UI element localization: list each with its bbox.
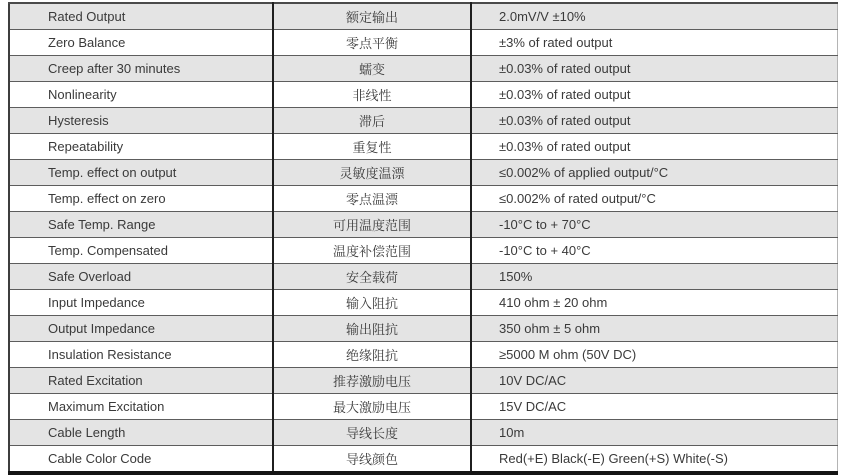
spec-name-en-cell: Nonlinearity bbox=[9, 82, 273, 108]
spec-name-zh-cell: 最大激励电压 bbox=[273, 394, 471, 420]
spec-name-zh-cell: 蠕变 bbox=[273, 56, 471, 82]
table-row bbox=[9, 394, 837, 420]
spec-name-zh-cell: 可用温度范围 bbox=[273, 212, 471, 238]
spec-value-cell: -10°C to + 40°C bbox=[471, 238, 837, 264]
spec-value-cell: 10V DC/AC bbox=[471, 368, 837, 394]
spec-value-cell: 15V DC/AC bbox=[471, 394, 837, 420]
spec-value-cell: -10°C to + 70°C bbox=[471, 212, 837, 238]
spec-name-en-cell: Temp. effect on output bbox=[9, 160, 273, 186]
spec-name-en-cell: Temp. effect on zero bbox=[9, 186, 273, 212]
spec-name-zh-cell: 灵敏度温漂 bbox=[273, 160, 471, 186]
spec-name-zh-cell: 额定输出 bbox=[273, 3, 471, 30]
spec-name-en-cell: Insulation Resistance bbox=[9, 342, 273, 368]
spec-table-body bbox=[9, 3, 837, 473]
spec-name-zh-cell: 输出阻抗 bbox=[273, 316, 471, 342]
spec-table bbox=[8, 2, 838, 475]
spec-value-cell: 10m bbox=[471, 420, 837, 446]
table-row bbox=[9, 264, 837, 290]
table-row bbox=[9, 342, 837, 368]
table-row bbox=[9, 108, 837, 134]
spec-name-en-cell: Input Impedance bbox=[9, 290, 273, 316]
spec-value-cell: ±3% of rated output bbox=[471, 30, 837, 56]
spec-name-en-cell: Zero Balance bbox=[9, 30, 273, 56]
spec-name-zh-cell: 绝缘阻抗 bbox=[273, 342, 471, 368]
spec-name-zh-cell: 温度补偿范围 bbox=[273, 238, 471, 264]
spec-name-zh-cell: 安全载荷 bbox=[273, 264, 471, 290]
table-row bbox=[9, 134, 837, 160]
table-row bbox=[9, 3, 837, 30]
spec-name-en-cell: Safe Overload bbox=[9, 264, 273, 290]
spec-name-zh-cell: 滞后 bbox=[273, 108, 471, 134]
spec-value-cell: ≤0.002% of rated output/°C bbox=[471, 186, 837, 212]
spec-value-cell: 410 ohm ± 20 ohm bbox=[471, 290, 837, 316]
spec-value-cell: ±0.03% of rated output bbox=[471, 82, 837, 108]
spec-value-cell: ±0.03% of rated output bbox=[471, 134, 837, 160]
spec-value-cell: ±0.03% of rated output bbox=[471, 108, 837, 134]
spec-name-zh-cell: 零点平衡 bbox=[273, 30, 471, 56]
spec-value-cell: ≥5000 M ohm (50V DC) bbox=[471, 342, 837, 368]
table-row bbox=[9, 420, 837, 446]
table-row bbox=[9, 446, 837, 474]
spec-name-zh-cell: 导线颜色 bbox=[273, 446, 471, 474]
spec-name-en-cell: Hysteresis bbox=[9, 108, 273, 134]
spec-name-en-cell: Cable Color Code bbox=[9, 446, 273, 474]
spec-name-zh-cell: 输入阻抗 bbox=[273, 290, 471, 316]
table-row bbox=[9, 30, 837, 56]
table-row bbox=[9, 290, 837, 316]
spec-name-zh-cell: 零点温漂 bbox=[273, 186, 471, 212]
spec-name-en-cell: Maximum Excitation bbox=[9, 394, 273, 420]
spec-name-en-cell: Rated Excitation bbox=[9, 368, 273, 394]
spec-value-cell: 150% bbox=[471, 264, 837, 290]
table-row bbox=[9, 316, 837, 342]
spec-name-en-cell: Repeatability bbox=[9, 134, 273, 160]
spec-value-cell: ±0.03% of rated output bbox=[471, 56, 837, 82]
spec-name-en-cell: Temp. Compensated bbox=[9, 238, 273, 264]
spec-name-en-cell: Cable Length bbox=[9, 420, 273, 446]
spec-value-cell: 2.0mV/V ±10% bbox=[471, 3, 837, 30]
spec-value-cell: Red(+E) Black(-E) Green(+S) White(-S) bbox=[471, 446, 837, 474]
table-row bbox=[9, 186, 837, 212]
spec-name-zh-cell: 导线长度 bbox=[273, 420, 471, 446]
table-row bbox=[9, 82, 837, 108]
spec-value-cell: 350 ohm ± 5 ohm bbox=[471, 316, 837, 342]
spec-name-zh-cell: 重复性 bbox=[273, 134, 471, 160]
spec-name-en-cell: Output Impedance bbox=[9, 316, 273, 342]
spec-name-en-cell: Safe Temp. Range bbox=[9, 212, 273, 238]
table-row bbox=[9, 212, 837, 238]
table-row bbox=[9, 56, 837, 82]
table-row bbox=[9, 368, 837, 394]
table-row bbox=[9, 238, 837, 264]
spec-name-en-cell: Creep after 30 minutes bbox=[9, 56, 273, 82]
spec-name-zh-cell: 推荐激励电压 bbox=[273, 368, 471, 394]
spec-name-en-cell: Rated Output bbox=[9, 3, 273, 30]
spec-name-zh-cell: 非线性 bbox=[273, 82, 471, 108]
table-row bbox=[9, 160, 837, 186]
spec-value-cell: ≤0.002% of applied output/°C bbox=[471, 160, 837, 186]
